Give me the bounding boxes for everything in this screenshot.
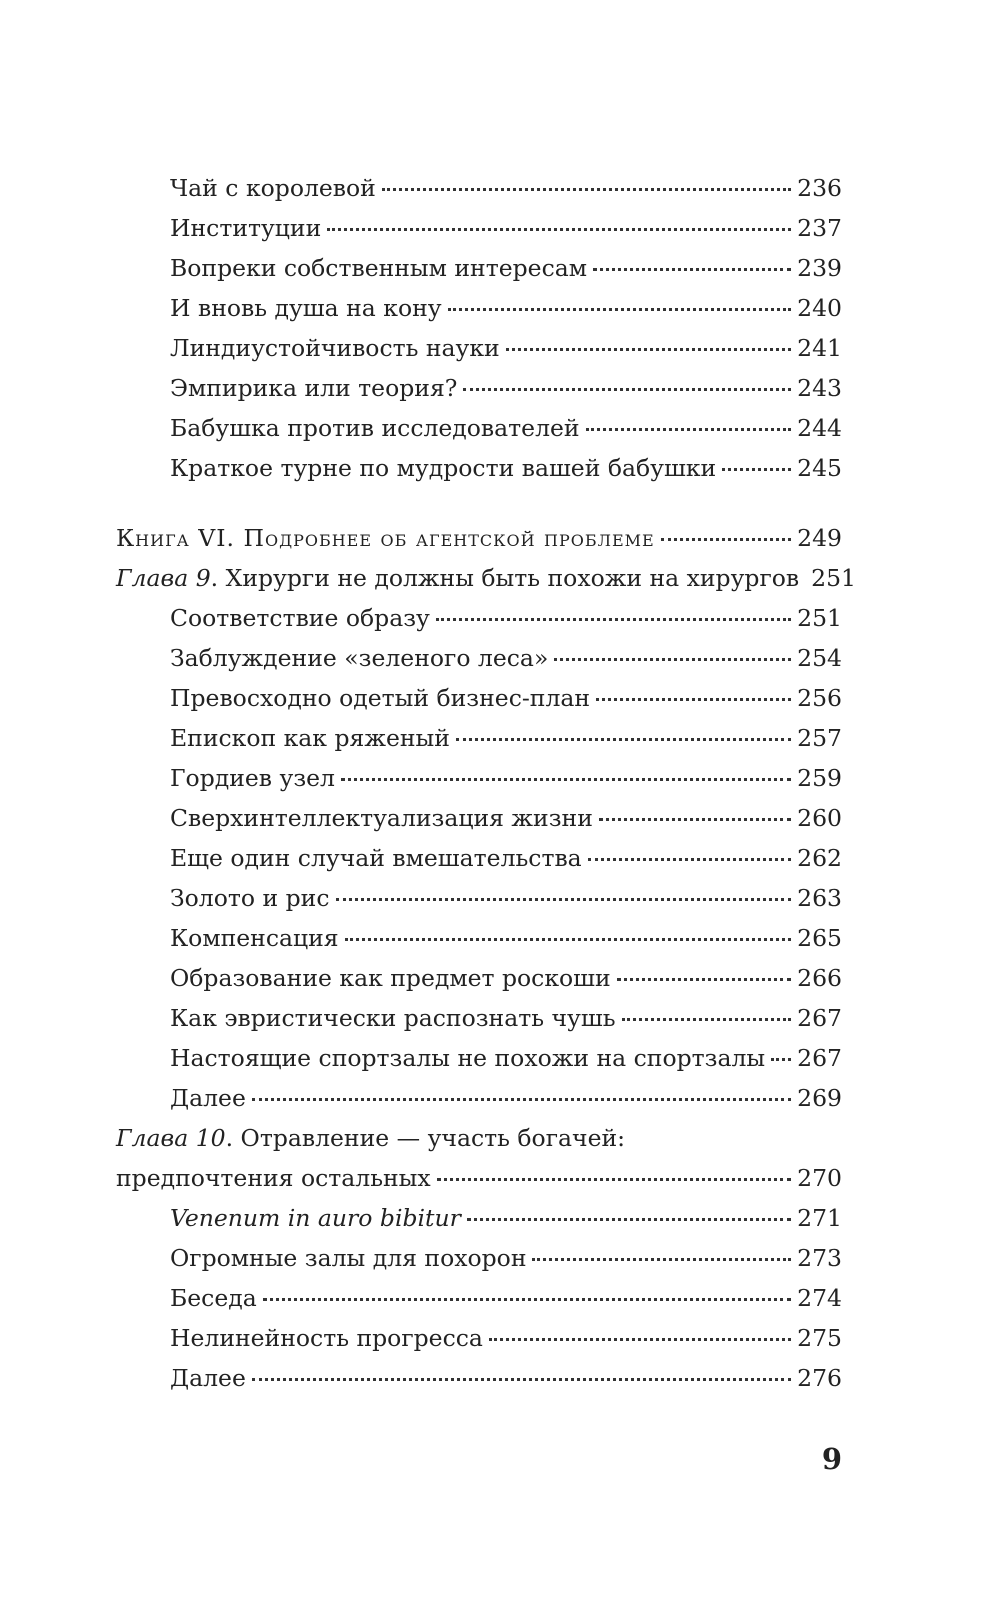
entry-page: 243 [797,374,842,402]
dot-leader [617,963,791,987]
toc-entry [116,958,842,998]
entry-page: 244 [797,414,842,442]
entry-page: 251 [797,604,842,632]
dot-leader [722,453,791,477]
chapter-page: 251 [811,564,856,592]
dot-leader [554,643,791,667]
dot-leader [252,1083,791,1107]
entry-title: Образование как предмет роскоши [170,964,611,992]
dot-leader [586,413,792,437]
entry-title: Далее [170,1364,246,1392]
dot-leader [596,683,791,707]
dot-leader [593,253,791,277]
dot-leader [771,1043,791,1067]
toc-entry [116,598,842,638]
entry-title: Компенсация [170,924,339,952]
dot-leader [489,1323,791,1347]
book-page: 249 [797,524,842,552]
toc-entry [116,208,842,248]
toc-entry [116,448,842,488]
entry-page: 265 [797,924,842,952]
toc-chapter-heading-line1 [116,1118,842,1158]
entry-title: Превосходно одетый бизнес-план [170,684,591,712]
toc-chapter-heading [116,558,856,598]
toc-entry [116,248,842,288]
entry-title: Гордиев узел [170,764,335,792]
dot-leader [467,1203,791,1227]
entry-title: Заблуждение «зеленого леса» [170,644,549,672]
toc-book-heading [116,518,842,558]
entry-title: Краткое турне по мудрости вашей бабушки [170,454,717,482]
dot-leader [661,523,791,547]
entry-page: 259 [797,764,842,792]
toc-entry [116,918,842,958]
entry-page: 237 [797,214,842,242]
toc-entry [116,1238,842,1278]
entry-page: 269 [797,1084,842,1112]
entry-title: Вопреки собственным интересам [170,254,588,282]
entry-page: 263 [797,884,842,912]
entry-page: 240 [797,294,842,322]
entry-page: 239 [797,254,842,282]
entry-page: 267 [797,1044,842,1072]
toc-entry [116,718,842,758]
entry-page: 260 [797,804,842,832]
dot-leader [327,213,791,237]
entry-page: 271 [797,1204,842,1232]
toc-entry [116,1278,842,1318]
chapter-name: . Хирурги не должны быть похожи на хирургов [210,564,800,592]
toc-entry [116,798,842,838]
dot-leader [382,173,791,197]
dot-leader [532,1243,791,1267]
entry-page: 275 [797,1324,842,1352]
toc-entry [116,758,842,798]
entry-title: Далее [170,1084,246,1112]
toc-entry [116,328,842,368]
toc-entry [116,408,842,448]
toc-entry [116,998,842,1038]
dot-leader [456,723,791,747]
entry-title: Эмпирика или теория? [170,374,458,402]
entry-page: 267 [797,1004,842,1032]
dot-leader [622,1003,792,1027]
entry-page: 274 [797,1284,842,1312]
dot-leader [263,1283,791,1307]
toc-entry [116,1198,842,1238]
dot-leader [252,1363,791,1387]
toc-entry [116,678,842,718]
table-of-contents [116,168,856,1398]
chapter-name-line1: . Отравление — участь богачей: [225,1124,626,1152]
entry-page: 257 [797,724,842,752]
entry-title: Линдиустойчивость науки [170,334,500,362]
toc-entry [116,168,842,208]
entry-title: Огромные залы для похорон [170,1244,527,1272]
dot-leader [506,333,791,357]
dot-leader [336,883,792,907]
entry-page: 266 [797,964,842,992]
toc-entry [116,288,842,328]
entry-title: Бабушка против исследователей [170,414,580,442]
toc-entry [116,368,842,408]
entry-page: 236 [797,174,842,202]
entry-title: Институции [170,214,322,242]
toc-chapter-heading-line2 [116,1158,842,1198]
toc-entry [116,1038,842,1078]
chapter-label: Глава 10 [116,1124,226,1152]
toc-entry [116,1078,842,1118]
chapter-label: Глава 9 [116,564,211,592]
entry-title: Еще один случай вмешательства [170,844,582,872]
entry-title: Как эвристически распознать чушь [170,1004,616,1032]
entry-title: Нелинейность прогресса [170,1324,483,1352]
entry-page: 262 [797,844,842,872]
entry-title: Venenum in auro bibitur [170,1204,461,1232]
entry-page: 254 [797,644,842,672]
dot-leader [448,293,792,317]
toc-entry [116,1318,842,1358]
entry-page: 241 [797,334,842,362]
entry-page: 276 [797,1364,842,1392]
toc-entry [116,878,842,918]
dot-leader [437,1163,792,1187]
page-number: 9 [821,1442,842,1476]
chapter-page: 270 [797,1164,842,1192]
dot-leader [599,803,791,827]
dot-leader [345,923,792,947]
entry-title: Золото и рис [170,884,330,912]
entry-title: Соответствие образу [170,604,430,632]
chapter-title [116,558,799,598]
entry-title: Настоящие спортзалы не похожи на спортзалы [170,1044,766,1072]
toc-entry [116,638,842,678]
entry-page: 256 [797,684,842,712]
chapter-name-line2: предпочтения остальных [116,1164,431,1192]
entry-title: И вновь душа на кону [170,294,442,322]
entry-title: Епископ как ряженый [170,724,450,752]
dot-leader [463,373,791,397]
dot-leader [436,603,791,627]
toc-entry [116,1358,842,1398]
dot-leader [588,843,791,867]
entry-title: Чай с королевой [170,174,376,202]
entry-page: 245 [797,454,842,482]
book-title: Книга VI. Подробнее об агентской проблеме [116,524,655,552]
entry-title: Сверхинтеллектуализация жизни [170,804,593,832]
entry-page: 273 [797,1244,842,1272]
toc-entry [116,838,842,878]
dot-leader [341,763,791,787]
entry-title: Беседа [170,1284,257,1312]
